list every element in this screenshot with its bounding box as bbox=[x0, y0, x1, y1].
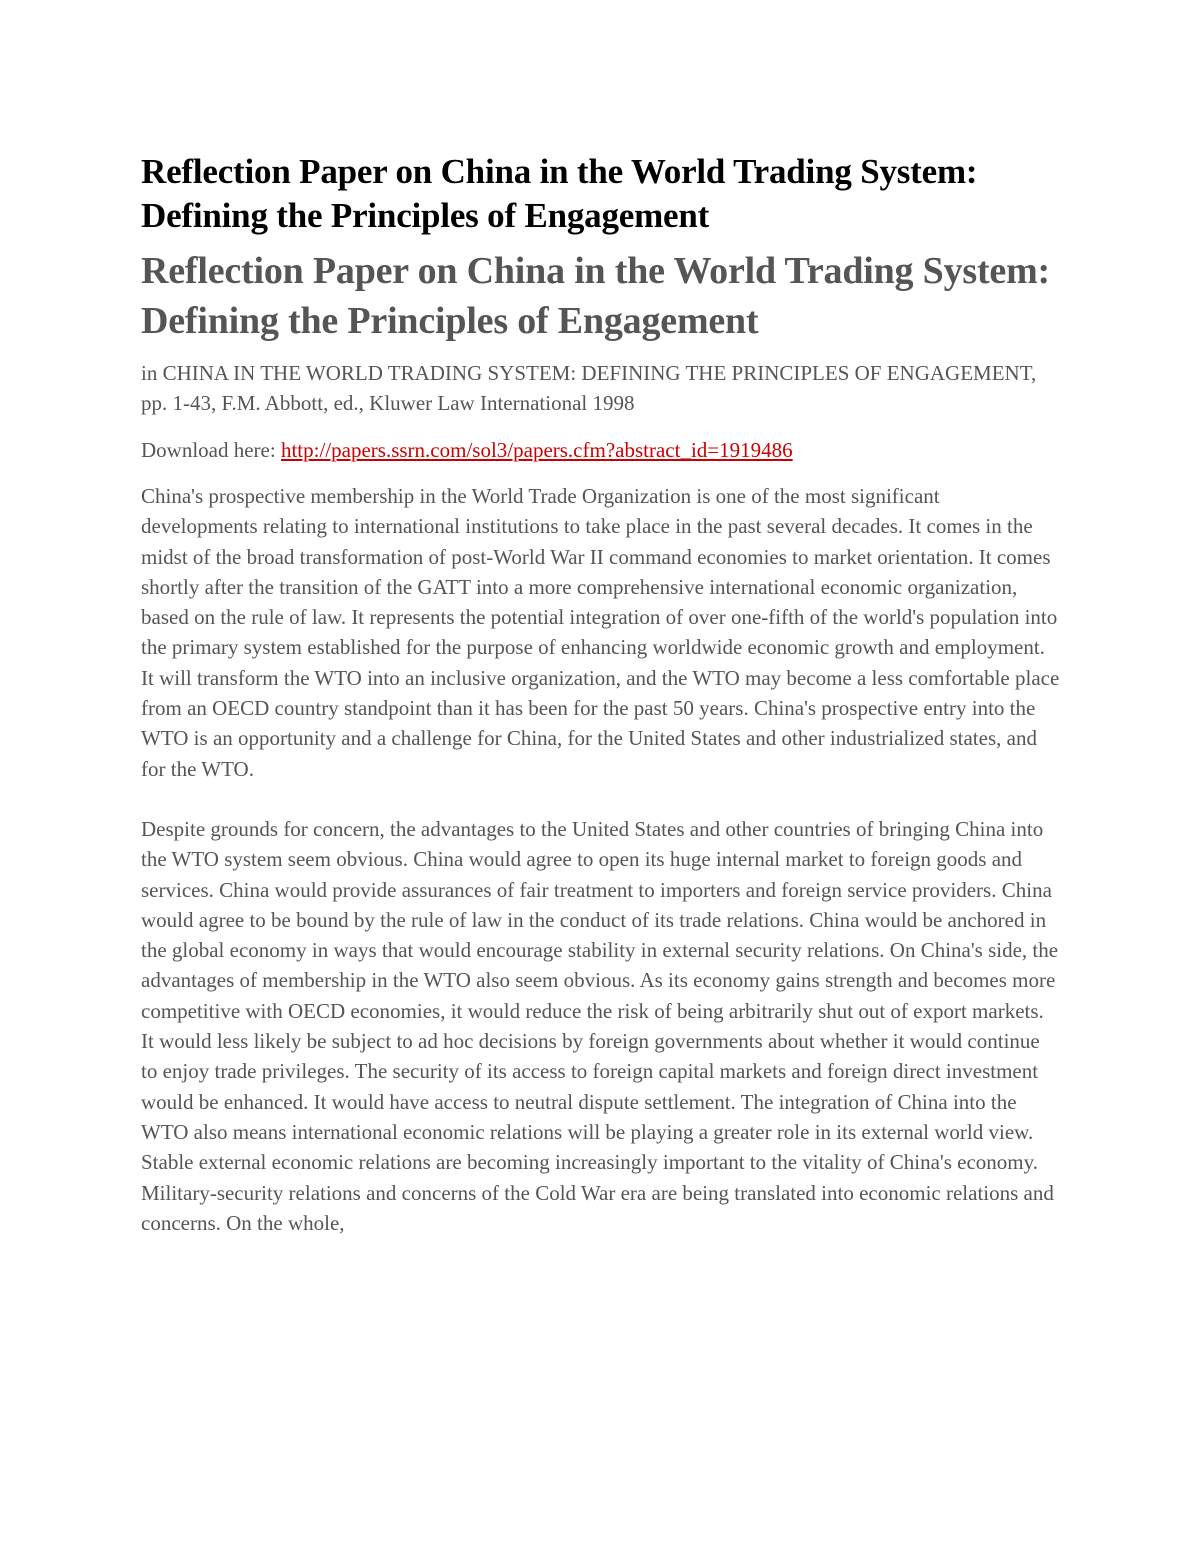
download-label: Download here: bbox=[141, 438, 281, 462]
document-content bbox=[141, 150, 1061, 1238]
body-paragraph-1: China's prospective membership in the World Trade Organization is one of the most significant developments relating to international institutions to take place in the past several decades. It comes in the midst of the broad transformation of post-World War II command economies to market orientation. It comes shortly after the transition of the GATT into a more comprehensive international economic organization, based on the rule of law. It represents the potential integration of over one-fifth of the world's population into the primary system established for the purpose of enhancing worldwide economic growth and employment. It will transform the WTO into an inclusive organization, and the WTO may become a less comfortable place from an OECD country standpoint than it has been for the past 50 years. China's prospective entry into the WTO is an opportunity and a challenge for China, for the United States and other industrialized states, and for the WTO. bbox=[141, 484, 1060, 781]
body-paragraph-2: Despite grounds for concern, the advantages to the United States and other countries of bringing China into the WTO system seem obvious. China would agree to open its huge internal market to foreign goods and services. China would provide assurances of fair treatment to importers and foreign service providers. China would agree to be bound by the rule of law in the conduct of its trade relations. China would be anchored in the global economy in ways that would encourage stability in external security relations. On China's side, the advantages of membership in the WTO also seem obvious. As its economy gains strength and becomes more competitive with OECD economies, it would reduce the risk of being arbitrarily shut out of export markets. It would less likely be subject to ad hoc decisions by foreign governments about whether it would continue to enjoy trade privileges. The security of its access to foreign capital markets and foreign direct investment would be enhanced. It would have access to neutral dispute settlement. The integration of China into the WTO also means international economic relations will be playing a greater role in its external world view. Stable external economic relations are becoming increasingly important to the vitality of China's economy. Military-security relations and concerns of the Cold War era are being translated into economic relations and concerns. On the whole, bbox=[141, 816, 1059, 1235]
citation-text: in CHINA IN THE WORLD TRADING SYSTEM: DEFINING THE PRINCIPLES OF ENGAGEMENT, pp. 1-43, F.M. Abbott, ed., Kluwer Law International 1998 bbox=[141, 361, 1037, 415]
document-title: Reflection Paper on China in the World Trading System: Defining the Principles of Engagement bbox=[141, 152, 978, 235]
download-line bbox=[141, 435, 1061, 465]
paper-heading: Reflection Paper on China in the World Trading System: Defining the Principles of Engagement bbox=[141, 250, 1050, 342]
download-link[interactable]: http://papers.ssrn.com/sol3/papers.cfm?abstract_id=1919486 bbox=[280, 438, 793, 462]
